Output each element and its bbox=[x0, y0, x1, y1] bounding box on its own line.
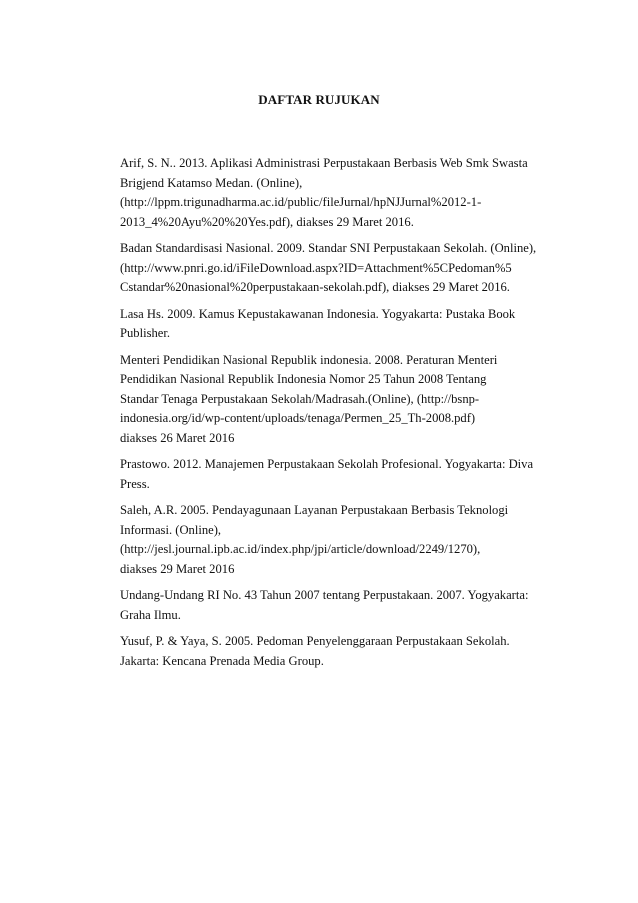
reference-line: Brigjend Katamso Medan. (Online), bbox=[120, 175, 303, 190]
reference-line: Undang-Undang RI No. 43 Tahun 2007 tentang Perpustakaan. 2007. Yogyakarta: bbox=[120, 588, 529, 602]
reference-line: Yusuf, P. & Yaya, S. 2005. Pedoman Penyelenggaraan Perpustakaan Sekolah. bbox=[120, 634, 510, 648]
reference-item bbox=[120, 501, 538, 579]
reference-line: Graha Ilmu. bbox=[120, 607, 181, 622]
reference-line: Menteri Pendidikan Nasional Republik indonesia. 2008. Peraturan Menteri bbox=[120, 352, 498, 367]
reference-item bbox=[120, 239, 538, 298]
reference-line: indonesia.org/id/wp-content/uploads/tenaga/Permen_25_Th-2008.pdf) bbox=[120, 411, 476, 425]
reference-line: Jakarta: Kencana Prenada Media Group. bbox=[120, 653, 324, 668]
reference-line: Saleh, A.R. 2005. Pendayagunaan Layanan Perpustakaan Berbasis Teknologi bbox=[120, 503, 509, 517]
reference-item bbox=[120, 305, 538, 344]
reference-line: Pendidikan Nasional Republik Indonesia Nomor 25 Tahun 2008 Tentang bbox=[120, 372, 487, 386]
reference-line: Standar Tenaga Perpustakaan Sekolah/Madrasah.(Online), (http://bsnp- bbox=[120, 391, 480, 406]
reference-line: 2013_4%20Ayu%20%20Yes.pdf), diakses 29 Maret 2016. bbox=[120, 214, 414, 229]
reference-item bbox=[120, 154, 538, 232]
reference-line: diakses 26 Maret 2016 bbox=[120, 430, 235, 445]
reference-item bbox=[120, 586, 538, 625]
reference-line: diakses 29 Maret 2016 bbox=[120, 561, 235, 576]
reference-item bbox=[120, 351, 538, 449]
reference-line: Badan Standardisasi Nasional. 2009. Standar SNI Perpustakaan Sekolah. (Online), bbox=[120, 241, 537, 255]
reference-line: (http://www.pnri.go.id/iFileDownload.aspx?ID=Attachment%5CPedoman%5 bbox=[120, 260, 512, 275]
reference-line: Prastowo. 2012. Manajemen Perpustakaan Sekolah Profesional. Yogyakarta: Diva bbox=[120, 457, 534, 471]
reference-line: Informasi. (Online), bbox=[120, 522, 222, 537]
reference-item bbox=[120, 455, 538, 494]
page-title: DAFTAR RUJUKAN bbox=[258, 92, 380, 107]
reference-line: Cstandar%20nasional%20perpustakaan-sekolah.pdf), diakses 29 Maret 2016. bbox=[120, 280, 510, 294]
reference-line: Arif, S. N.. 2013. Aplikasi Administrasi Perpustakaan Berbasis Web Smk Swasta bbox=[120, 156, 528, 170]
reference-line: Publisher. bbox=[120, 326, 171, 340]
reference-line: Lasa Hs. 2009. Kamus Kepustakawanan Indonesia. Yogyakarta: Pustaka Book bbox=[120, 306, 516, 321]
reference-line: (http://lppm.trigunadharma.ac.id/public/fileJurnal/hpNJJurnal%2012-1- bbox=[120, 195, 482, 209]
reference-line: Press. bbox=[120, 476, 150, 491]
reference-line: (http://jesl.journal.ipb.ac.id/index.php/jpi/article/download/2249/1270), bbox=[120, 542, 481, 556]
reference-item bbox=[120, 632, 538, 671]
reference-list bbox=[120, 154, 538, 678]
